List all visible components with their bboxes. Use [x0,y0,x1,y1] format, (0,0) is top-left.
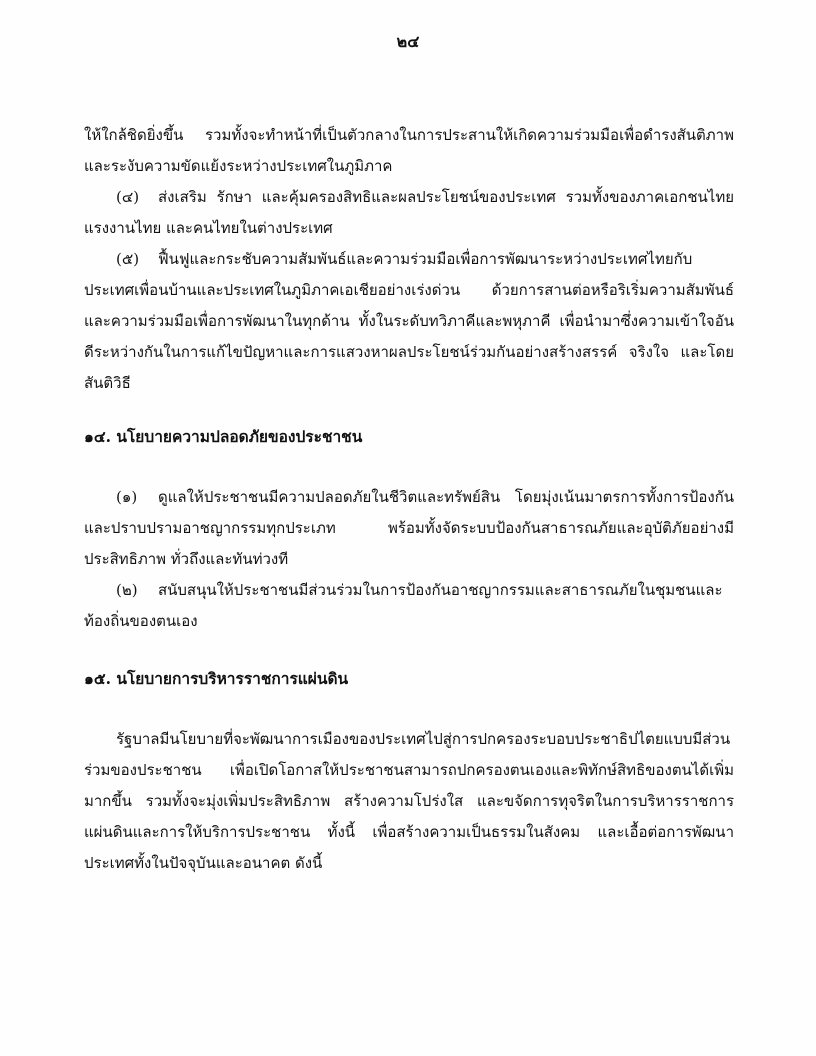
policy-item-4 [84,182,734,244]
safety-item-2 [84,575,734,637]
continuation-paragraph: ให้ใกล้ชิดยิ่งขึ้น รวมทั้งจะทำหน้าที่เป็นตัวกลางในการประสานให้เกิดความร่วมมือเพื่อดำรงสันติภาพ และระงับความขัดแย้งระหว่างประเทศในภูมิภาค [84,126,734,175]
section-heading-15: ๑๕. นโยบายการบริหารราชการแผ่นดิน [84,669,349,688]
document-body [84,120,734,879]
item-number: (๒) [116,581,138,599]
administration-paragraph: รัฐบาลมีนโยบายที่จะพัฒนาการเมืองของประเทศไปสู่การปกครองระบอบประชาธิปไตยแบบมีส่วนร่วมของประชาชน เพื่อเปิดโอกาสให้ประชาชนสามารถปกครองตนเองและพิทักษ์สิทธิของตนได้เพิ่มมากขึ้น รวมทั้งจะมุ่งเพิ่มประสิทธิภาพ สร้างความโปร่งใส และขจัดการทุจริตในการบริหารราชการแผ่นดินและการให้บริการประชาชน ทั้งนี้ เพื่อสร้างความเป็นธรรมในสังคม และเอื้อต่อการพัฒนาประเทศทั้งในปัจจุบันและอนาคต ดังนี้ [84,730,734,872]
item-text: ฟื้นฟูและกระชับความสัมพันธ์และความร่วมมือเพื่อการพัฒนาระหว่างประเทศไทยกับประเทศเพื่อนบ้านและประเทศในภูมิภาคเอเชียอย่างเร่งด่วน ด้วยการสานต่อหรือริเริ่มความสัมพันธ์และความร่วมมือเพื่อการพัฒนาในทุกด้าน ทั้งในระดับทวิภาคีและพหุภาคี เพื่อนำมาซึ่งความเข้าใจอันดีระหว่างกันในการแก้ไขปัญหาและการแสวงหาผลประโยชน์ร่วมกันอย่างสร้างสรรค์ จริงใจ และโดยสันติวิธี [84,250,734,392]
item-text: สนับสนุนให้ประชาชนมีส่วนร่วมในการป้องกันอาชญากรรมและสาธารณภัยในชุมชนและท้องถิ่นของตนเอง [84,581,723,630]
page-number: ๒๔ [396,32,420,51]
item-number: (๔) [116,188,140,206]
item-text: ส่งเสริม รักษา และคุ้มครองสิทธิและผลประโยชน์ของประเทศ รวมทั้งของภาคเอกชนไทย แรงงานไทย และคนไทยในต่างประเทศ [84,188,734,237]
policy-item-5 [84,244,734,399]
section-heading-14: ๑๔. นโยบายความปลอดภัยของประชาชน [84,427,363,446]
safety-item-1 [84,482,734,575]
item-number: (๕) [116,250,140,268]
item-number: (๑) [116,488,138,506]
item-text: ดูแลให้ประชาชนมีความปลอดภัยในชีวิตและทรัพย์สิน โดยมุ่งเน้นมาตรการทั้งการป้องกันและปราบปรามอาชญากรรมทุกประเภท พร้อมทั้งจัดระบบป้องกันสาธารณภัยและอุบัติภัยอย่างมีประสิทธิภาพ ทั่วถึงและทันท่วงที [84,488,734,568]
